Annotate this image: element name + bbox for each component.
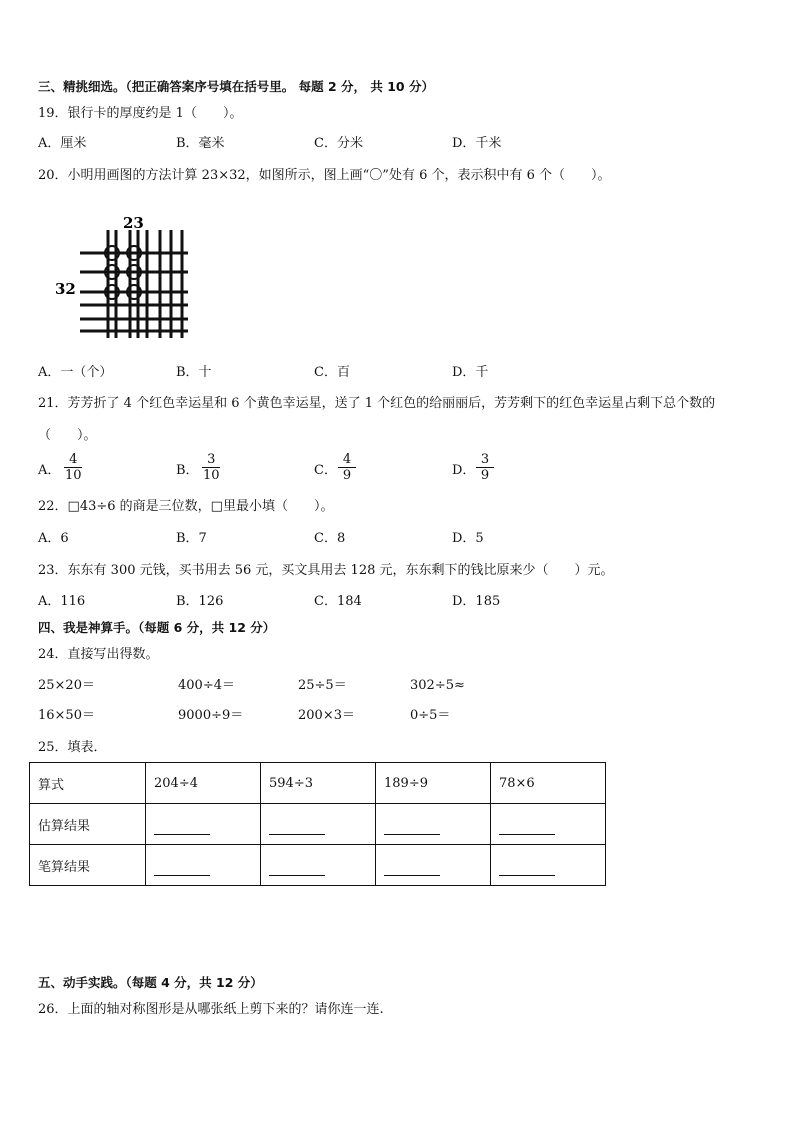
table-header-cell: 594÷3: [261, 763, 376, 804]
question-21: 21．芳芳折了 4 个红色幸运星和 6 个黄色幸运星，送了 1 个红色的给丽丽后，芳芳剩下的红色幸运星占剩下总个数的: [38, 396, 716, 411]
q22-option-a[interactable]: A．6: [38, 531, 69, 546]
table-header-cell: 算式: [30, 763, 146, 804]
q21-option-d-letter: D．: [452, 463, 476, 478]
q20-option-c[interactable]: C．百: [314, 365, 350, 380]
answer-blank[interactable]: [499, 820, 555, 835]
figure-left-label: 32: [55, 280, 76, 298]
answer-cell[interactable]: [376, 804, 491, 845]
calc-item: 302÷5≈: [410, 678, 465, 693]
question-26: 26．上面的轴对称图形是从哪张纸上剪下来的？请你连一连.: [38, 1002, 384, 1017]
q20-option-a[interactable]: A．一（个）: [38, 365, 113, 380]
fraction-denominator: 10: [203, 468, 220, 483]
section-3-heading: 三、精挑细选。（把正确答案序号填在括号里。 每题 2 分， 共 10 分）: [38, 79, 434, 94]
q22-option-b[interactable]: B．7: [176, 531, 207, 546]
vertical-lines: [108, 230, 182, 338]
q19-option-b[interactable]: B．毫米: [176, 136, 225, 151]
table-header-row: [30, 763, 606, 804]
q19-option-c[interactable]: C．分米: [314, 136, 363, 151]
calc-item: 200×3＝: [298, 708, 355, 723]
q20-option-b[interactable]: B．十: [176, 365, 212, 380]
q21-option-b-fraction: [201, 452, 222, 483]
fraction-numerator: 3: [480, 452, 490, 467]
q21-option-a[interactable]: [38, 462, 60, 480]
q23-option-c[interactable]: C．184: [314, 594, 362, 609]
answer-cell[interactable]: [491, 804, 606, 845]
answer-cell[interactable]: [491, 845, 606, 886]
answer-cell[interactable]: [376, 845, 491, 886]
answer-blank[interactable]: [384, 820, 440, 835]
q19-option-a[interactable]: A．厘米: [38, 136, 87, 151]
fraction-numerator: 4: [342, 452, 352, 467]
table-header-cell: 189÷9: [376, 763, 491, 804]
q22-option-c[interactable]: C．8: [314, 531, 346, 546]
section-5-heading: 五、动手实践。（每题 4 分，共 12 分）: [38, 975, 263, 990]
calc-item: 400÷4＝: [178, 678, 235, 693]
q22-option-d[interactable]: D．5: [452, 531, 484, 546]
fraction-denominator: 10: [65, 468, 82, 483]
question-20: 20．小明用画图的方法计算 23×32，如图所示，图上画“〇”处有 6 个，表示积中有 6 个（ ）。: [38, 168, 611, 183]
question-22: 22．□43÷6 的商是三位数，□里最小填（ ）。: [38, 499, 334, 514]
row-label-estimate: 估算结果: [30, 804, 146, 845]
table-row: [30, 845, 606, 886]
answer-blank[interactable]: [269, 861, 325, 876]
question-19: 19．银行卡的厚度约是 1（ ）。: [38, 106, 243, 121]
calc-item: 0÷5＝: [410, 708, 451, 723]
q21-option-d[interactable]: [452, 462, 475, 480]
fraction-numerator: 3: [207, 452, 216, 467]
figure-top-label: 23: [123, 214, 144, 232]
calc-item: 16×50＝: [38, 708, 95, 723]
q21-option-a-letter: A．: [38, 463, 61, 478]
q21-option-a-fraction: [63, 452, 84, 483]
question-21-blank: （ ）。: [38, 428, 97, 443]
section-4-heading: 四、我是神算手。（每题 6 分，共 12 分）: [38, 620, 276, 635]
table-header-cell: 78×6: [491, 763, 606, 804]
q21-option-d-fraction: [476, 452, 494, 483]
q21-option-c[interactable]: [314, 462, 337, 480]
question-24: 24．直接写出得数。: [38, 647, 159, 662]
answer-blank[interactable]: [499, 861, 555, 876]
answer-blank[interactable]: [154, 861, 210, 876]
q23-option-b[interactable]: B．126: [176, 594, 224, 609]
answer-cell[interactable]: [261, 845, 376, 886]
answer-blank[interactable]: [154, 820, 210, 835]
question-23: 23．东东有 300 元钱，买书用去 56 元，买文具用去 128 元，东东剩下的钱比原来少（ ）元。: [38, 563, 614, 578]
q21-option-c-fraction: [338, 452, 356, 483]
table-header-cell: 204÷4: [146, 763, 261, 804]
row-label-written: 笔算结果: [30, 845, 146, 886]
multiplication-grid-figure: [50, 206, 200, 346]
fraction-denominator: 9: [480, 468, 490, 483]
fill-in-table: [29, 762, 606, 886]
fraction-numerator: 4: [69, 452, 78, 467]
q20-option-d[interactable]: D．千: [452, 365, 489, 380]
q21-option-b-letter: B．: [176, 463, 199, 478]
q23-option-a[interactable]: A．116: [38, 594, 86, 609]
fraction-denominator: 9: [342, 468, 352, 483]
answer-cell[interactable]: [146, 804, 261, 845]
question-25: 25．填表．: [38, 740, 107, 755]
calc-item: 25×20＝: [38, 678, 95, 693]
answer-blank[interactable]: [384, 861, 440, 876]
calc-item: 9000÷9＝: [178, 708, 244, 723]
q23-option-d[interactable]: D．185: [452, 594, 501, 609]
q21-option-b[interactable]: [176, 462, 199, 480]
answer-cell[interactable]: [146, 845, 261, 886]
answer-blank[interactable]: [269, 820, 325, 835]
q19-option-d[interactable]: D．千米: [452, 136, 502, 151]
table-row: [30, 804, 606, 845]
calc-item: 25÷5＝: [298, 678, 347, 693]
q21-option-c-letter: C．: [314, 463, 337, 478]
answer-cell[interactable]: [261, 804, 376, 845]
